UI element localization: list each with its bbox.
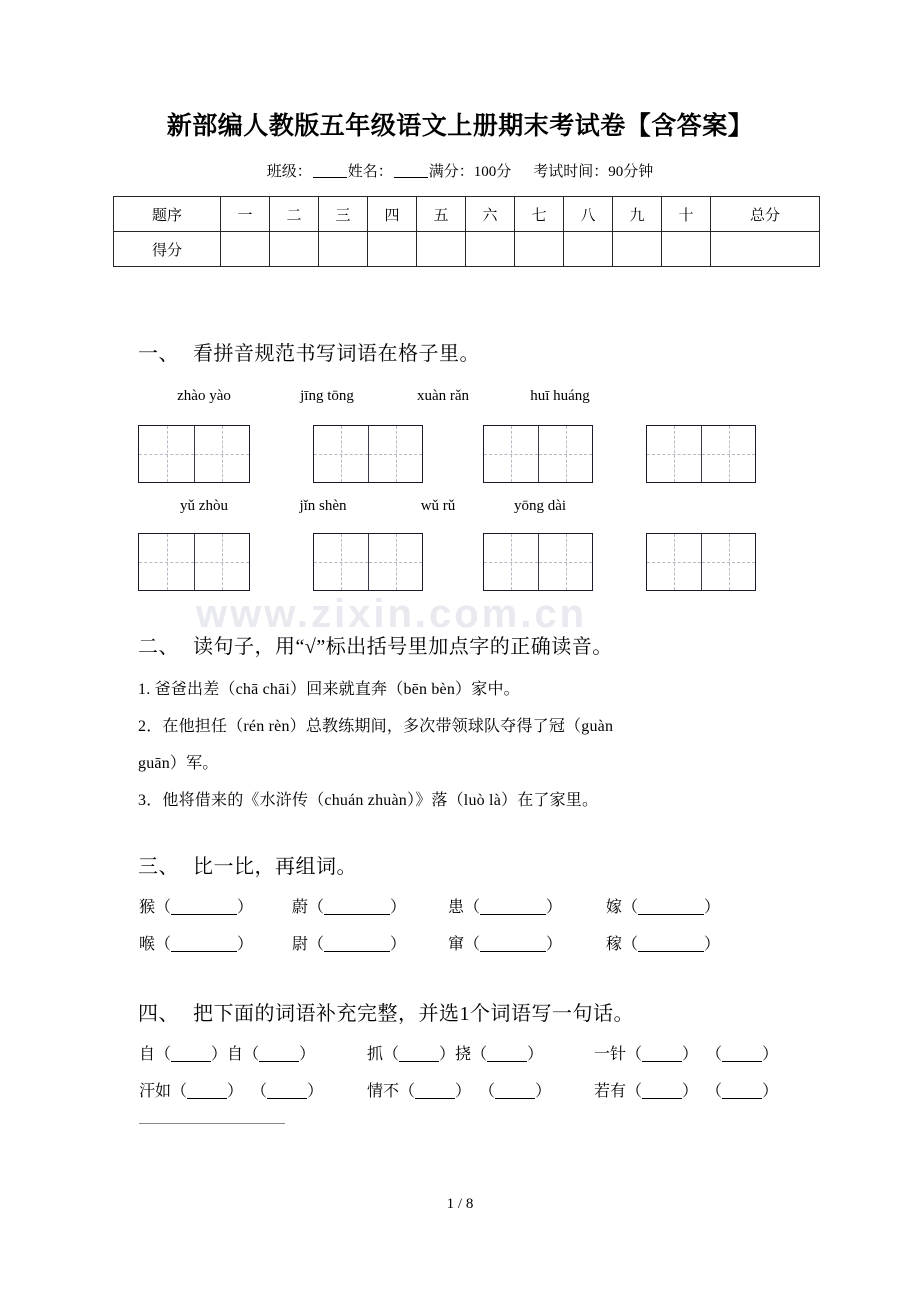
- col-header-9: 九: [613, 197, 662, 232]
- lparen: （: [622, 899, 639, 916]
- rparen: ）: [762, 1046, 779, 1063]
- compare-item-1: [139, 894, 253, 917]
- section-2-sentence-1: 1. 爸爸出差（chā chāi）回来就直奔（bēn bèn）家中。: [138, 681, 520, 698]
- lparen: （: [308, 936, 325, 953]
- rparen: ）: [527, 1046, 544, 1063]
- idiom-blank-2b[interactable]: [487, 1061, 527, 1062]
- compare-item-3: [448, 894, 562, 917]
- col-header-10: 十: [662, 197, 711, 232]
- score-cell-10[interactable]: [662, 232, 711, 267]
- lparen: （: [706, 1083, 723, 1100]
- grid-cell[interactable]: [701, 534, 755, 590]
- rparen: ）: [704, 899, 721, 916]
- compare-char-5: 喉: [139, 936, 156, 953]
- idiom-blank-6b[interactable]: [722, 1098, 762, 1099]
- section-2-sentence-3: 3．他将借来的《水浒传（chuán zhuàn）》落（luò là）在了家里。: [138, 792, 599, 809]
- rparen: ）: [682, 1046, 699, 1063]
- score-cell-1[interactable]: [221, 232, 270, 267]
- rparen: ）: [535, 1083, 552, 1100]
- rparen: ）: [237, 936, 254, 953]
- name-label: 姓名：: [347, 164, 393, 180]
- writing-grid-box-1[interactable]: [138, 425, 250, 483]
- idiom-item-2: [367, 1041, 543, 1064]
- grid-cell[interactable]: [538, 534, 592, 590]
- col-header-6: 六: [466, 197, 515, 232]
- idiom-blank-1a[interactable]: [171, 1061, 211, 1062]
- rparen: ）: [390, 936, 407, 953]
- idiom-prefix-5: 情不: [367, 1083, 400, 1100]
- compare-item-5: [139, 931, 253, 954]
- rparen: ）: [390, 899, 407, 916]
- writing-grid-box-5[interactable]: [138, 533, 250, 591]
- rparen: ）: [439, 1046, 456, 1063]
- score-cell-6[interactable]: [466, 232, 515, 267]
- compare-item-4: [606, 894, 720, 917]
- section-2-title: 读句子，用“√”标出括号里加点字的正确读音。: [193, 636, 613, 658]
- idiom-row-2: [0, 1078, 920, 1108]
- lparen: （: [155, 936, 172, 953]
- score-cell-8[interactable]: [564, 232, 613, 267]
- grid-cell[interactable]: [484, 426, 538, 482]
- page-title: 新部编人教版五年级语文上册期末考试卷【含答案】: [166, 113, 754, 140]
- compare-char-2: 蔚: [292, 899, 309, 916]
- grid-cell[interactable]: [194, 426, 249, 482]
- idiom-mid-1: 自: [227, 1046, 244, 1063]
- compare-char-4: 嫁: [606, 899, 623, 916]
- score-cell-total[interactable]: [711, 232, 820, 267]
- section-4-index: 四、: [138, 1003, 179, 1025]
- grid-cell[interactable]: [701, 426, 755, 482]
- writing-grid-box-7[interactable]: [483, 533, 593, 591]
- site-watermark: www.zixin.com.cn: [196, 592, 588, 636]
- lparen: （: [155, 899, 172, 916]
- idiom-blank-1b[interactable]: [259, 1061, 299, 1062]
- row-label-score: 得分: [114, 232, 221, 267]
- section-1-title: 看拼音规范书写词语在格子里。: [193, 343, 480, 365]
- section-3-title: 比一比，再组词。: [193, 856, 357, 878]
- rparen: ）: [704, 936, 721, 953]
- idiom-blank-5b[interactable]: [495, 1098, 535, 1099]
- lparen: （: [626, 1083, 643, 1100]
- lparen: （: [622, 936, 639, 953]
- score-cell-7[interactable]: [515, 232, 564, 267]
- compare-row-2: [0, 931, 920, 961]
- pinyin-label-5: yǔ zhòu: [180, 498, 228, 514]
- grid-cell[interactable]: [194, 534, 249, 590]
- sentence-writing-line[interactable]: [139, 1123, 285, 1124]
- score-cell-5[interactable]: [417, 232, 466, 267]
- lparen: （: [706, 1046, 723, 1063]
- writing-grid-box-4[interactable]: [646, 425, 756, 483]
- section-4-heading: [138, 997, 634, 1026]
- col-header-1: 一: [221, 197, 270, 232]
- section-1-index: 一、: [138, 343, 179, 365]
- col-header-3: 三: [319, 197, 368, 232]
- idiom-prefix-6: 若有: [594, 1083, 627, 1100]
- section-4-title: 把下面的词语补充完整，并选1个词语写一句话。: [193, 1003, 634, 1025]
- lparen: （: [383, 1046, 400, 1063]
- row-label-question-no: 题序: [114, 197, 221, 232]
- section-2-sentence-2-line-2: guān）军。: [138, 755, 219, 772]
- compare-blank-4[interactable]: [638, 914, 704, 915]
- compare-item-8: [606, 931, 720, 954]
- compare-item-7: [448, 931, 562, 954]
- section-2-index: 二、: [138, 636, 179, 658]
- grid-cell[interactable]: [647, 534, 701, 590]
- idiom-blank-3b[interactable]: [722, 1061, 762, 1062]
- section-3-heading: [138, 850, 357, 879]
- pinyin-row-1: [0, 388, 920, 410]
- section-1-heading: [138, 337, 480, 366]
- compare-blank-8[interactable]: [638, 951, 704, 952]
- lparen: （: [243, 1046, 260, 1063]
- col-header-4: 四: [368, 197, 417, 232]
- idiom-prefix-2: 抓: [367, 1046, 384, 1063]
- table-row-header: [114, 197, 820, 232]
- section-2-sentence-2-line-1: 2．在他担任（rén rèn）总教练期间，多次带领球队夺得了冠（guàn: [138, 718, 614, 735]
- grid-cell[interactable]: [647, 426, 701, 482]
- compare-char-1: 猴: [139, 899, 156, 916]
- lparen: （: [626, 1046, 643, 1063]
- class-label: 班级：: [266, 164, 312, 180]
- grid-cell[interactable]: [538, 426, 592, 482]
- rparen: ）: [211, 1046, 228, 1063]
- idiom-blank-5a[interactable]: [415, 1098, 455, 1099]
- rparen: ）: [237, 899, 254, 916]
- col-header-5: 五: [417, 197, 466, 232]
- lparen: （: [471, 1046, 488, 1063]
- class-blank[interactable]: [313, 177, 347, 178]
- rparen: ）: [546, 936, 563, 953]
- compare-blank-5[interactable]: [171, 951, 237, 952]
- score-cell-9[interactable]: [613, 232, 662, 267]
- lparen: （: [479, 1083, 496, 1100]
- col-header-2: 二: [270, 197, 319, 232]
- writing-grid-row-1: [0, 425, 920, 485]
- compare-char-3: 患: [448, 899, 465, 916]
- writing-grid-box-8[interactable]: [646, 533, 756, 591]
- pinyin-label-1: zhào yào: [177, 388, 231, 404]
- lparen: （: [155, 1046, 172, 1063]
- compare-blank-6[interactable]: [324, 951, 390, 952]
- section-3-index: 三、: [138, 856, 179, 878]
- pinyin-label-3: xuàn rǎn: [416, 388, 470, 404]
- table-row-scores: [114, 232, 820, 267]
- compare-blank-1[interactable]: [171, 914, 237, 915]
- lparen: （: [171, 1083, 188, 1100]
- compare-char-7: 窜: [448, 936, 465, 953]
- writing-grid-box-3[interactable]: [483, 425, 593, 483]
- rparen: ）: [762, 1083, 779, 1100]
- compare-blank-2[interactable]: [324, 914, 390, 915]
- grid-cell[interactable]: [368, 534, 422, 590]
- section-2-heading: [138, 630, 613, 659]
- idiom-row-1: [0, 1041, 920, 1071]
- idiom-blank-3a[interactable]: [642, 1061, 682, 1062]
- exam-time-label: 考试时间：: [533, 164, 609, 180]
- score-cell-2[interactable]: [270, 232, 319, 267]
- name-blank[interactable]: [394, 177, 428, 178]
- idiom-blank-6a[interactable]: [642, 1098, 682, 1099]
- compare-item-6: [292, 931, 406, 954]
- compare-blank-7[interactable]: [480, 951, 546, 952]
- compare-char-8: 稼: [606, 936, 623, 953]
- grid-cell[interactable]: [314, 534, 368, 590]
- idiom-mid-2: 挠: [455, 1046, 472, 1063]
- compare-row-1: [0, 894, 920, 924]
- rparen: ）: [682, 1083, 699, 1100]
- lparen: （: [308, 899, 325, 916]
- pinyin-label-8: yōng dài: [513, 498, 567, 514]
- idiom-prefix-1: 自: [139, 1046, 156, 1063]
- full-score-label: 满分：: [428, 164, 474, 180]
- idiom-blank-4b[interactable]: [267, 1098, 307, 1099]
- idiom-prefix-4: 汗如: [139, 1083, 172, 1100]
- idiom-blank-4a[interactable]: [187, 1098, 227, 1099]
- grid-cell[interactable]: [368, 426, 422, 482]
- pinyin-label-2: jīng tōng: [300, 388, 354, 404]
- score-table: [113, 196, 820, 267]
- col-header-8: 八: [564, 197, 613, 232]
- writing-grid-row-2: [0, 533, 920, 593]
- rparen: ）: [299, 1046, 316, 1063]
- writing-grid-box-2[interactable]: [313, 425, 423, 483]
- grid-cell[interactable]: [484, 534, 538, 590]
- full-score-value: 100分: [473, 164, 512, 180]
- idiom-prefix-3: 一针: [594, 1046, 627, 1063]
- lparen: （: [251, 1083, 268, 1100]
- lparen: （: [464, 936, 481, 953]
- exam-info-line: [0, 160, 920, 181]
- score-cell-3[interactable]: [319, 232, 368, 267]
- pinyin-label-7: wǔ rǔ: [420, 498, 456, 514]
- rparen: ）: [227, 1083, 244, 1100]
- col-header-7: 七: [515, 197, 564, 232]
- lparen: （: [464, 899, 481, 916]
- idiom-blank-2a[interactable]: [399, 1061, 439, 1062]
- compare-item-2: [292, 894, 406, 917]
- idiom-item-4: [139, 1078, 323, 1101]
- idiom-item-1: [139, 1041, 315, 1064]
- writing-grid-box-6[interactable]: [313, 533, 423, 591]
- grid-cell[interactable]: [139, 534, 194, 590]
- idiom-item-6: [594, 1078, 778, 1101]
- compare-blank-3[interactable]: [480, 914, 546, 915]
- score-cell-4[interactable]: [368, 232, 417, 267]
- idiom-item-3: [594, 1041, 778, 1064]
- lparen: （: [399, 1083, 416, 1100]
- rparen: ）: [307, 1083, 324, 1100]
- page-number: 1 / 8: [446, 1196, 474, 1212]
- pinyin-label-4: huī huáng: [530, 388, 590, 404]
- pinyin-row-2: [0, 498, 920, 520]
- rparen: ）: [546, 899, 563, 916]
- grid-cell[interactable]: [139, 426, 194, 482]
- compare-char-6: 尉: [292, 936, 309, 953]
- exam-time-value: 90分钟: [608, 164, 654, 180]
- rparen: ）: [455, 1083, 472, 1100]
- col-header-total: 总分: [711, 197, 820, 232]
- pinyin-label-6: jǐn shèn: [299, 498, 347, 514]
- grid-cell[interactable]: [314, 426, 368, 482]
- idiom-item-5: [367, 1078, 551, 1101]
